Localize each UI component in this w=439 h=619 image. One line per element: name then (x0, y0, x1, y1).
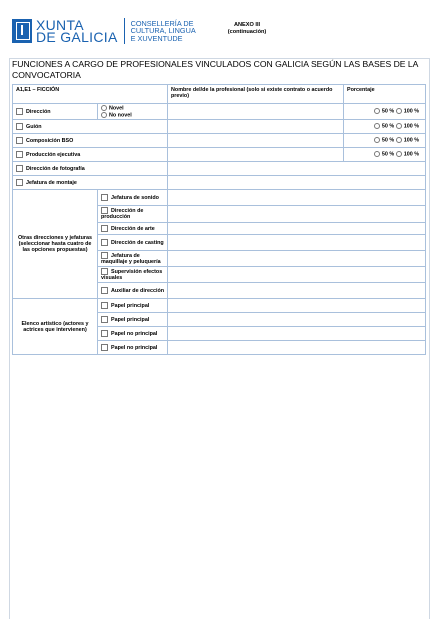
table-row (13, 134, 426, 148)
checkbox-option[interactable] (101, 302, 108, 309)
option-label: Dirección de arte (111, 225, 155, 232)
option-label: Papel principal (111, 303, 150, 310)
name-field[interactable] (168, 327, 426, 341)
otras-option (98, 206, 168, 222)
otras-option (98, 283, 168, 299)
role-label: Producción ejecutiva (26, 152, 81, 159)
checkbox-option[interactable] (101, 268, 108, 275)
elenco-label: Elenco artístico (actores y actrices que intervienen) (13, 299, 98, 355)
checkbox-produccion[interactable] (16, 151, 23, 158)
role-fotografia (13, 162, 168, 176)
otras-option (98, 266, 168, 282)
otras-option (98, 222, 168, 234)
role-label: Dirección (26, 108, 51, 115)
option-label: Auxiliar de dirección (111, 288, 165, 295)
checkbox-option[interactable] (101, 194, 108, 201)
role-label: Dirección de fotografía (26, 166, 85, 173)
radio-100[interactable] (396, 137, 402, 143)
option-label: Papel no principal (111, 345, 158, 352)
name-field[interactable] (168, 234, 426, 250)
option-label: Papel no principal (111, 331, 158, 338)
role-label: Composición BSO (26, 138, 74, 145)
pct50-label: 50 % (381, 123, 395, 130)
option-label: Jefatura de sonido (111, 195, 159, 202)
otras-option (98, 234, 168, 250)
radio-50[interactable] (374, 108, 380, 114)
option-label: Papel principal (111, 317, 150, 324)
radio-50[interactable] (374, 137, 380, 143)
radio-no-novel[interactable] (101, 112, 107, 118)
percent-options (344, 120, 426, 134)
checkbox-fotografia[interactable] (16, 165, 23, 172)
name-field[interactable] (168, 313, 426, 327)
category-header: A1,E1 – FICCIÓN (13, 85, 168, 104)
elenco-option (98, 327, 168, 341)
conselleria-line2: CULTURA, LINGUA (130, 26, 196, 36)
name-field[interactable] (168, 341, 426, 355)
name-field[interactable] (168, 266, 426, 282)
table-row (13, 190, 426, 206)
table-row (13, 120, 426, 134)
radio-100[interactable] (396, 123, 402, 129)
pct100-label: 100 % (403, 108, 420, 115)
otras-option (98, 190, 168, 206)
option-label: Dirección de producción (101, 208, 144, 221)
percent-options (344, 148, 426, 162)
checkbox-option[interactable] (101, 344, 108, 351)
page-title: FUNCIONES A CARGO DE PROFESIONALES VINCULADOS CON GALICIA SEGÚN LAS BASES DE LA CONVOCATORIA (12, 59, 418, 80)
checkbox-composicion[interactable] (16, 137, 23, 144)
role-label: Jefatura de montaje (26, 180, 77, 187)
document-header (12, 18, 432, 48)
table-row (13, 176, 426, 190)
radio-100[interactable] (396, 108, 402, 114)
role-guion (13, 120, 168, 134)
logo-divider (124, 18, 125, 44)
anexo-label (212, 22, 282, 36)
novel-label: Novel (109, 105, 124, 112)
elenco-option (98, 313, 168, 327)
pct50-label: 50 % (381, 151, 395, 158)
name-field[interactable] (168, 104, 344, 120)
anexo-title: ANEXO III (233, 22, 261, 28)
conselleria-line1: CONSELLERÍA DE (130, 18, 194, 28)
name-field[interactable] (168, 120, 344, 134)
table-row (13, 299, 426, 313)
name-header: Nombre del/de la profesional (solo si existe contrato o acuerdo previo) (168, 85, 344, 104)
name-field[interactable] (168, 176, 426, 190)
elenco-option (98, 341, 168, 355)
conselleria-line3: E XUVENTUDE (130, 33, 183, 43)
percent-header: Porcentaje (344, 85, 426, 104)
elenco-option (98, 299, 168, 313)
functions-table (12, 84, 426, 355)
name-field[interactable] (168, 148, 344, 162)
option-label: Dirección de casting (111, 239, 164, 246)
name-field[interactable] (168, 250, 426, 266)
table-row (13, 162, 426, 176)
checkbox-direccion[interactable] (16, 108, 23, 115)
checkbox-option[interactable] (101, 316, 108, 323)
name-field[interactable] (168, 190, 426, 206)
xunta-line1: XUNTA (36, 17, 84, 33)
pct50-label: 50 % (381, 137, 395, 144)
galicia-crest-icon (12, 19, 32, 43)
xunta-line2: DE GALICIA (36, 29, 118, 45)
name-field[interactable] (168, 222, 426, 234)
checkbox-option[interactable] (101, 330, 108, 337)
checkbox-option[interactable] (101, 207, 108, 214)
checkbox-option[interactable] (101, 239, 108, 246)
role-composicion (13, 134, 168, 148)
name-field[interactable] (168, 283, 426, 299)
checkbox-option[interactable] (101, 287, 108, 294)
name-field[interactable] (168, 162, 426, 176)
checkbox-option[interactable] (101, 252, 108, 259)
percent-options (344, 104, 426, 120)
option-label: Jefatura de maquillaje y peluquería (101, 252, 161, 265)
conselleria-name (131, 20, 196, 43)
name-field[interactable] (168, 206, 426, 222)
anexo-subtitle: (continuación) (227, 29, 267, 35)
table-row (13, 148, 426, 162)
pct100-label: 100 % (403, 151, 420, 158)
role-label: Guión (26, 124, 42, 131)
otras-option (98, 250, 168, 266)
role-produccion (13, 148, 168, 162)
otras-direcciones-label: Otras direcciones y jefaturas (seleccionar hasta cuatro de las opciones propuestas) (13, 190, 98, 299)
radio-50[interactable] (374, 123, 380, 129)
role-montaje (13, 176, 168, 190)
checkbox-option[interactable] (101, 225, 108, 232)
checkbox-guion[interactable] (16, 123, 23, 130)
radio-novel[interactable] (101, 105, 107, 111)
percent-options (344, 134, 426, 148)
name-field[interactable] (168, 299, 426, 313)
pct100-label: 100 % (403, 123, 420, 130)
table-header-row (13, 85, 426, 104)
role-direccion (13, 104, 98, 120)
pct50-label: 50 % (381, 108, 395, 115)
no-novel-label: No novel (109, 112, 132, 119)
novel-options (98, 104, 168, 120)
checkbox-montaje[interactable] (16, 179, 23, 186)
name-field[interactable] (168, 134, 344, 148)
xunta-wordmark (36, 19, 118, 43)
option-label: Supervisión efectos visuales (101, 268, 163, 282)
xunta-logo (12, 18, 196, 44)
radio-100[interactable] (396, 151, 402, 157)
table-row (13, 104, 426, 120)
pct100-label: 100 % (403, 137, 420, 144)
radio-50[interactable] (374, 151, 380, 157)
